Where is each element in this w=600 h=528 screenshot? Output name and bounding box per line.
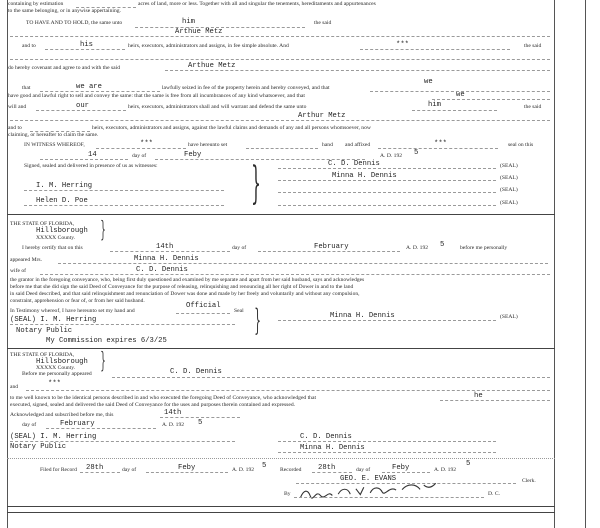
ack1-day-of: day of bbox=[232, 245, 247, 251]
ack2-signer-1: C. D. Dennis bbox=[300, 433, 352, 441]
covenant-text: do hereby covenant and agree to and with the said bbox=[8, 65, 120, 71]
blank-line bbox=[80, 472, 120, 473]
clerk-label: Clerk. bbox=[522, 478, 536, 484]
clerk-typed-name: GEO. E. EVANS bbox=[340, 475, 397, 483]
blank-line bbox=[46, 428, 156, 429]
that-label: that bbox=[22, 85, 31, 91]
edge-line bbox=[585, 0, 586, 528]
ack1-month: February bbox=[314, 243, 349, 251]
blank-line bbox=[165, 70, 550, 71]
blank-line bbox=[246, 148, 318, 149]
him-value: him bbox=[428, 101, 441, 109]
ack2-county-typed: Hillsborough bbox=[36, 358, 88, 366]
grantee-pronoun: him bbox=[182, 18, 195, 26]
ack1-day: 14th bbox=[156, 243, 174, 251]
and-affixed-text: and affixed bbox=[345, 142, 371, 148]
ack2-county-printed: XXXXX County. bbox=[36, 365, 76, 371]
ack2-signer-2: Minna H. Dennis bbox=[300, 444, 365, 452]
filed-ad: A. D. 192 bbox=[232, 467, 255, 473]
witness-1: I. M. Herring bbox=[36, 182, 93, 190]
ack1-seal-signature: (SEAL) I. M. Herring bbox=[10, 316, 97, 324]
ack1-body-3: in said Deed described, and that said relinquishment and renunciation of Dower was done and made by her freely and voluntarily and without any compulsion, bbox=[10, 291, 360, 297]
ack2-month: February bbox=[60, 420, 95, 428]
blank-line bbox=[10, 36, 550, 37]
will-and-label: will and bbox=[8, 104, 27, 110]
ack1-year: 5 bbox=[440, 241, 445, 249]
recorded-day: 28th bbox=[318, 464, 336, 472]
the-said-right: the said bbox=[524, 43, 542, 49]
deed-day: 14 bbox=[88, 151, 97, 159]
deed-day-of: day of bbox=[132, 153, 147, 159]
blank-line bbox=[10, 59, 550, 60]
blank-line bbox=[176, 313, 230, 314]
seal-label-1: (SEAL) bbox=[500, 163, 518, 169]
blank-line bbox=[36, 110, 126, 111]
ack1-state: THE STATE OF FLORIDA, bbox=[10, 221, 75, 227]
ack1-sign-brace: } bbox=[254, 303, 261, 338]
witness-2: Helen D. Poe bbox=[36, 197, 88, 205]
witness-brace: } bbox=[251, 158, 261, 209]
we-value: we bbox=[424, 78, 433, 86]
good-right-text: have good and lawful right to sell and convey the same: that the same is free from all incumbrances of any kind whatsoever, and that bbox=[8, 93, 305, 99]
ack2-day: 14th bbox=[164, 409, 182, 417]
signature-line bbox=[10, 324, 235, 325]
witness-text: IN WITNESS WHEREOF, bbox=[24, 142, 85, 148]
blank-line bbox=[40, 91, 160, 92]
signature-line bbox=[278, 441, 496, 442]
ack1-appeared: appeared Mrs. bbox=[10, 257, 42, 263]
signature-line bbox=[278, 320, 496, 321]
ack2-seal-signature: (SEAL) I. M. Herring bbox=[10, 433, 97, 441]
ack1-seal-word: Seal bbox=[234, 308, 244, 314]
we-value-2: we bbox=[456, 91, 465, 99]
ack1-husband: C. D. Dennis bbox=[136, 266, 188, 274]
section-divider bbox=[7, 214, 555, 215]
signature-line bbox=[278, 205, 496, 206]
ack2-notary: Notary Public bbox=[10, 443, 67, 451]
ack2-before: Before me personally appeared bbox=[22, 371, 92, 377]
blank-line bbox=[110, 251, 230, 252]
blank-line bbox=[412, 110, 497, 111]
affixed-value: *** bbox=[434, 140, 447, 148]
recorded-label: Recorded bbox=[280, 467, 302, 473]
blank-line bbox=[45, 49, 125, 50]
ack1-seal-label: (SEAL) bbox=[500, 314, 518, 320]
signature-line bbox=[278, 452, 496, 453]
deed-line-1a: containing by estimation bbox=[8, 1, 64, 7]
blank-line bbox=[378, 148, 498, 149]
blank-line bbox=[360, 49, 510, 50]
ack1-body-4: constraint, apprehension or fear of, or from her said husband. bbox=[10, 298, 145, 304]
blank-line bbox=[432, 99, 550, 100]
filed-day-of: day of bbox=[122, 467, 137, 473]
signature-line bbox=[24, 190, 224, 191]
and-to-label: and to bbox=[22, 43, 36, 49]
signer-2: Minna H. Dennis bbox=[332, 172, 397, 180]
seal-label-4: (SEAL) bbox=[500, 200, 518, 206]
ack2-name-1: C. D. Dennis bbox=[170, 368, 222, 376]
ack1-county-printed: XXXXX County. bbox=[36, 235, 76, 241]
ack1-before: before me personally bbox=[460, 245, 508, 251]
filed-label: Filed for Record bbox=[40, 467, 77, 473]
claiming-text: claiming, or hereafter to claim the same. bbox=[8, 132, 99, 138]
ack2-and-value: *** bbox=[48, 380, 61, 388]
ack2-he: he bbox=[474, 392, 483, 400]
hand-text: hand bbox=[322, 142, 333, 148]
ack1-official: Official bbox=[186, 302, 221, 310]
dc-label: D. C. bbox=[488, 491, 500, 497]
signature-line bbox=[10, 441, 235, 442]
ack1-notary: Notary Public bbox=[16, 327, 73, 335]
bottom-rule bbox=[7, 506, 555, 507]
blank-line bbox=[160, 417, 240, 418]
the-said-label: the said bbox=[314, 20, 332, 26]
signed-text: Signed, sealed and delivered in presence of us as witnesses: bbox=[24, 163, 158, 169]
filed-month: Feby bbox=[178, 464, 196, 472]
recorded-year: 5 bbox=[466, 460, 471, 468]
ack2-known-2: executed, signed, sealed and delivered the said Deed of Conveyance for the uses and purposes therein contained and expressed. bbox=[10, 402, 296, 408]
arthur-name: Arthur Metz bbox=[298, 112, 346, 120]
ack2-known-1: to me well known to be the identical persons described in and who executed the foregoing Deed of Conveyance, who acknowledged that bbox=[10, 395, 317, 401]
section-divider bbox=[7, 458, 555, 459]
ack2-acknowledged: Acknowledged and subscribed before me, this bbox=[10, 412, 114, 418]
ack1-ad: A. D. 192 bbox=[406, 245, 429, 251]
the-said-label-2: the said bbox=[524, 104, 542, 110]
ack2-year: 5 bbox=[198, 419, 203, 427]
signature-line bbox=[278, 168, 496, 169]
his-value: his bbox=[80, 41, 93, 49]
recorded-month: Feby bbox=[392, 464, 410, 472]
blank-line bbox=[258, 251, 400, 252]
ack1-testimony: In Testimony whereof, I have hereunto set my hand and bbox=[10, 308, 135, 314]
recorded-day-of: day of bbox=[356, 467, 371, 473]
ack1-signer: Minna H. Dennis bbox=[330, 312, 395, 320]
ack1-brace: } bbox=[100, 218, 106, 243]
grantee-name: Arthue Metz bbox=[175, 28, 223, 36]
signature-line bbox=[278, 192, 496, 193]
filed-year: 5 bbox=[262, 462, 267, 470]
blank-line bbox=[96, 148, 186, 149]
recorded-ad: A. D. 192 bbox=[434, 467, 457, 473]
section-divider bbox=[7, 348, 555, 349]
deed-ad: A. D. 192 bbox=[380, 153, 403, 159]
blank-line bbox=[112, 377, 550, 378]
blank-line bbox=[40, 159, 128, 160]
ack2-state: THE STATE OF FLORIDA, bbox=[10, 352, 75, 358]
by-label: By bbox=[284, 491, 291, 497]
seal-on-text: seal on this bbox=[508, 142, 534, 148]
signature-line bbox=[278, 180, 496, 181]
blank-line bbox=[294, 497, 484, 498]
witness-value: *** bbox=[140, 140, 153, 148]
ack1-commission: My Commission expires 6/3/25 bbox=[46, 337, 167, 345]
left-margin-line bbox=[7, 0, 8, 528]
blank-line bbox=[312, 472, 352, 473]
have-set-text: have hereunto set bbox=[188, 142, 228, 148]
bottom-rule-2 bbox=[7, 512, 555, 513]
ack1-wife-name: Minna H. Dennis bbox=[134, 255, 199, 263]
deed-line-2: to the same belonging, or in anywise appertaining. bbox=[8, 8, 121, 14]
ack2-brace: } bbox=[100, 349, 106, 374]
ack1-wife-of: wife of bbox=[10, 268, 26, 274]
seal-label-3: (SEAL) bbox=[500, 187, 518, 193]
filed-day: 28th bbox=[86, 464, 104, 472]
our-value: our bbox=[76, 102, 89, 110]
ack1-body-2: before me that she did sign the said Deed of Conveyance for the purpose of releasing, relinquishing and renouncing all her right of Dower in and to the land bbox=[10, 284, 354, 290]
deed-year: 5 bbox=[414, 149, 419, 157]
ack1-county-typed: Hillsborough bbox=[36, 227, 88, 235]
blank-line bbox=[58, 263, 548, 264]
ack1-certify: I hereby certify that on this bbox=[22, 245, 83, 251]
ack1-body-1: the grantor in the foregoing conveyance, who, being first duly questioned and examined by me separate and apart from her said husband, says and acknowledges bbox=[10, 277, 365, 283]
deed-line-1b: acres of land, more or less. Together with all and singular the tenements, hereditaments and appurtenances bbox=[138, 1, 376, 7]
and-value: *** bbox=[396, 41, 409, 49]
seal-label-2: (SEAL) bbox=[500, 175, 518, 181]
ack2-ad: A. D. 192 bbox=[162, 422, 185, 428]
heirs-fee-text: heirs, executors, administrators and assigns, in fee simple absolute. And bbox=[128, 43, 289, 49]
and-to-label-2: and to bbox=[8, 125, 22, 131]
blank-line bbox=[10, 120, 550, 121]
blank-line bbox=[440, 400, 550, 401]
we-are-value: we are bbox=[76, 83, 102, 91]
blank-line bbox=[40, 274, 550, 275]
heirs-long-text: heirs, executors, administrators and assigns, against the lawful claims and demands of any and all persons whomsoever, now bbox=[92, 125, 371, 131]
covenant-name: Arthue Metz bbox=[188, 62, 236, 70]
ack2-day-of: day of bbox=[22, 422, 37, 428]
blank-line bbox=[382, 472, 430, 473]
deed-month: Feby bbox=[184, 151, 202, 159]
ack2-and: and bbox=[10, 384, 19, 390]
seized-text: lawfully seized in fee of the property herein and hereby conveyed, and that bbox=[162, 85, 330, 91]
habendum-text: TO HAVE AND TO HOLD, the same unto bbox=[26, 20, 123, 26]
blank-line bbox=[146, 472, 228, 473]
right-margin-line bbox=[554, 0, 555, 528]
blank-line bbox=[26, 390, 550, 391]
signature-line bbox=[24, 205, 224, 206]
signer-1: C. D. Dennis bbox=[328, 160, 380, 168]
defend-text: heirs, executors, administrators shall and will warrant and defend the same unto bbox=[128, 104, 307, 110]
